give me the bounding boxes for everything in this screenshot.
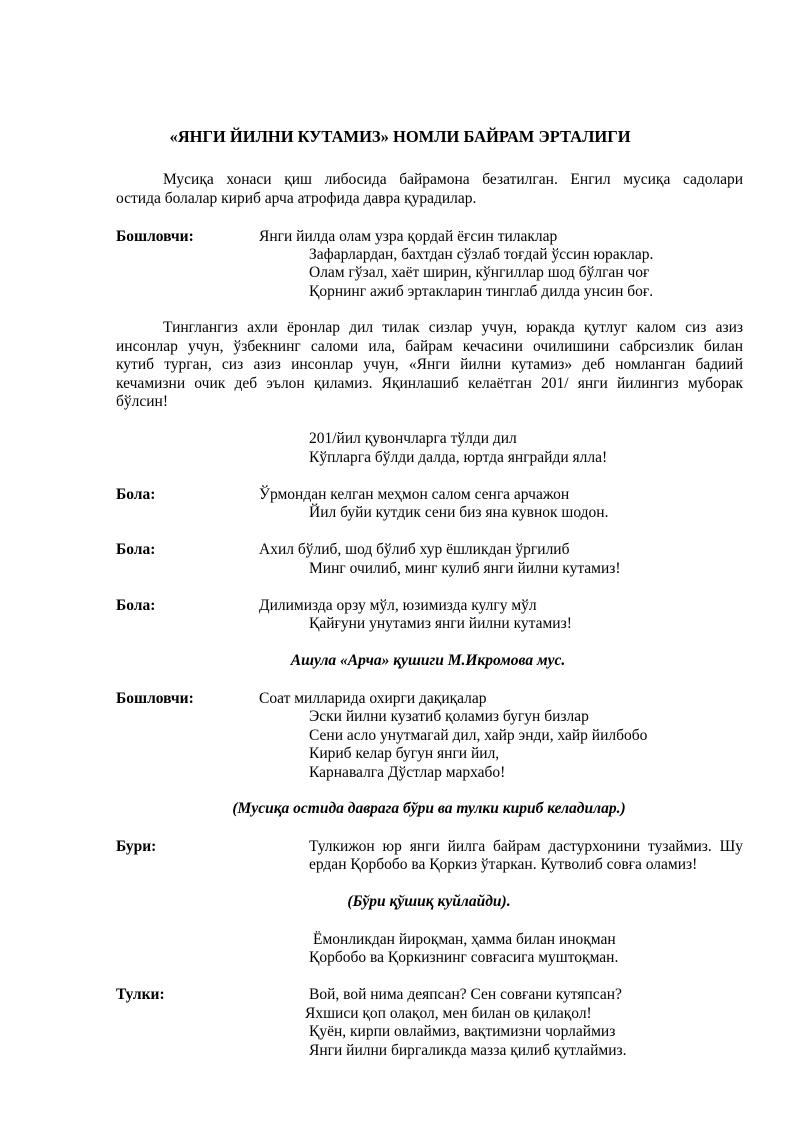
- paragraph-line: Тинглангиз ахли ёронлар дил тилак сизлар учун, юракда қутлуг калом сиз азиз: [163, 319, 743, 336]
- verse-line: Эски йилни кузатиб қоламиз бугун бизлар: [309, 708, 589, 725]
- verse-line: Йил буйи кутдик сени биз яна кувнок шодон.: [309, 504, 609, 521]
- verse-line: Соат милларида охирги дақиқалар: [259, 690, 487, 707]
- verse-line: Қуён, кирпи овлаймиз, вақтимизни чорлаймиз: [309, 1023, 616, 1040]
- verse-line: Ёмонликдан йироқман, ҳамма билан иноқман: [313, 931, 616, 948]
- verse-line: ердан Қорбобо ва Қоркиз ўтаркан. Кутволиб совға оламиз!: [309, 856, 698, 873]
- verse-line: Зафарлардан, бахтдан сўзлаб тоғдай ўссин юраклар.: [309, 246, 654, 263]
- page-title: «ЯНГИ ЙИЛНИ КУТАМИЗ» НОМЛИ БАЙРАМ ЭРТАЛИГИ: [169, 127, 631, 146]
- verse-line: Ахил бўлиб, шод бўлиб хур ёшликдан ўргилиб: [259, 541, 570, 558]
- song-heading: Ашула «Арча» қушиги М.Икромова мус.: [290, 652, 566, 669]
- verse-line: Дилимизда орзу мўл, юзимизда кулгу мўл: [259, 597, 537, 614]
- speaker-label: Бола:: [116, 486, 156, 503]
- verse-line: Тулкижон юр янги йилга байрам дастурхонини тузаймиз. Шу: [309, 838, 743, 855]
- verse-line: Карнавалга Дўстлар мархабо!: [309, 764, 506, 781]
- verse-line: Қорнинг ажиб эртакларин тинглаб дилда унсин боғ.: [309, 283, 654, 300]
- verse-line: Олам гўзал, хаёт ширин, кўнгиллар шод бўлган чоғ: [309, 264, 650, 281]
- verse-line: Яхшиси қоп олақол, мен билан ов қилақол!: [305, 1005, 592, 1022]
- verse-line: Ўрмондан келган меҳмон салом сенга арчажон: [259, 486, 570, 503]
- verse-line: Вой, вой нима деяпсан? Сен совғани кутяпсан?: [309, 986, 622, 1003]
- paragraph-line: кутиб турган, сиз азиз инсонлар учун, «Янги йилни кутамиз» деб номланган бадиий: [116, 356, 743, 373]
- verse-line: Кириб келар бугун янги йил,: [309, 745, 500, 762]
- speaker-label: Бури:: [116, 838, 157, 855]
- verse-line: Минг очилиб, минг кулиб янги йилни кутамиз!: [309, 560, 621, 577]
- paragraph-line: кечамизни очик деб эълон қиламиз. Яқинлашиб келаётган 201/ янги йилингиз муборак: [116, 374, 743, 392]
- speaker-label: Бола:: [116, 597, 156, 614]
- stage-direction: (Мусиқа остида даврага бўри ва тулки кириб келадилар.): [232, 800, 626, 817]
- stage-direction: (Бўри қўшиқ куйлайди).: [347, 893, 511, 910]
- verse-line: Янги йилда олам узра қордай ёғсин тилаклар: [259, 228, 558, 245]
- speaker-label: Тулки:: [116, 986, 165, 1003]
- intro-line: остида болалар кириб арча атрофида давра қурадилар.: [116, 189, 477, 207]
- speaker-label: Бола:: [116, 541, 156, 558]
- paragraph-line: инсонлар учун, ўзбекнинг саломи ила, байрам кечасини очилишини сабрсизлик билан: [116, 337, 743, 355]
- paragraph-line: бўлсин!: [116, 393, 169, 410]
- speaker-label: Бошловчи:: [116, 228, 194, 245]
- verse-line: Сени асло унутмагай дил, хайр энди, хайр йилбобо: [309, 727, 648, 744]
- address-paragraph: [116, 319, 743, 412]
- intro-line: Мусиқа хонаси қиш либосида байрамона безатилган. Енгил мусиқа садолари: [163, 171, 743, 188]
- intro-paragraph: [116, 171, 743, 208]
- verse-line: 201/йил қувончларга тўлди дил: [309, 430, 517, 447]
- speaker-label: Бошловчи:: [116, 690, 194, 707]
- verse-line: Қайғуни унутамиз янги йилни кутамиз!: [309, 615, 572, 632]
- verse-line: Янги йилни биргаликда мазза қилиб қутлаймиз.: [309, 1042, 627, 1059]
- verse-line: Қорбобо ва Қоркизнинг совғасига муштоқман.: [309, 949, 619, 966]
- verse-line: Кўпларга бўлди далда, юртда янграйди ялла!: [309, 449, 608, 466]
